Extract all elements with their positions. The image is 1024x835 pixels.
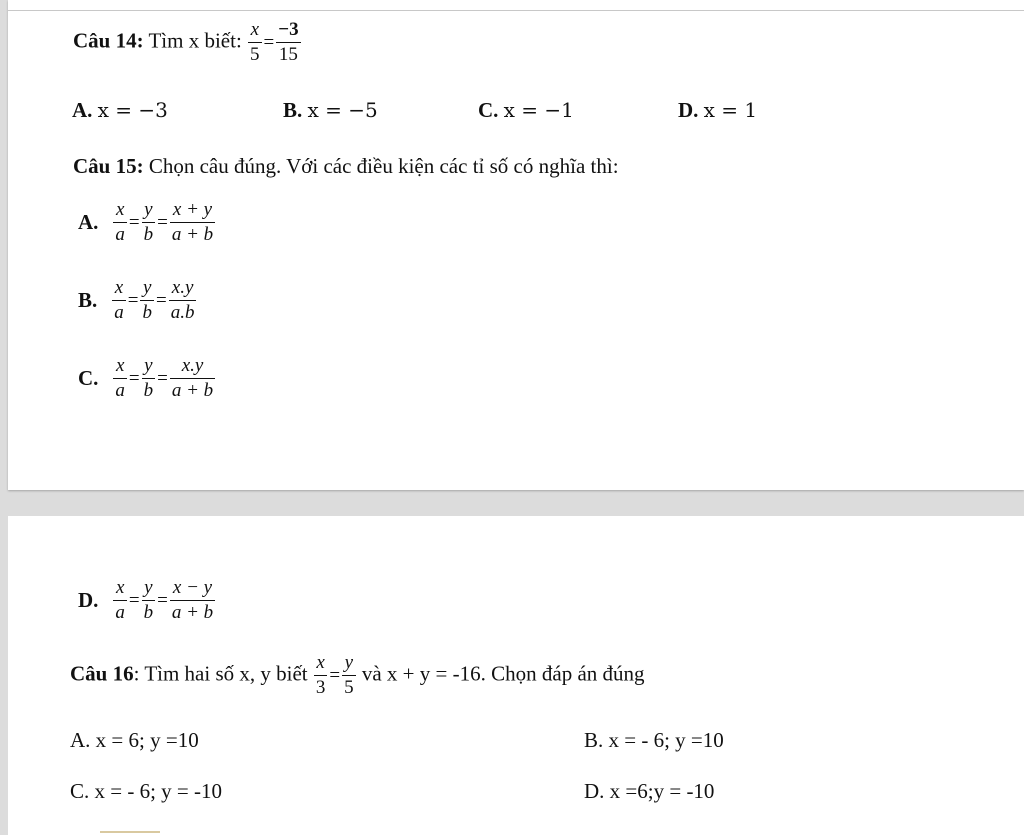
document-page-1 bbox=[8, 0, 1024, 490]
equals-sign: = bbox=[157, 367, 168, 389]
fraction-denominator: 5 bbox=[344, 677, 354, 698]
fraction-numerator: y bbox=[142, 354, 156, 379]
fraction-denominator: 3 bbox=[315, 677, 326, 698]
fraction-y-over-b bbox=[142, 198, 156, 247]
question-14-option-d bbox=[678, 98, 757, 123]
question-16-text-before: : Tìm hai số x, y biết bbox=[133, 661, 308, 686]
equals-sign: = bbox=[128, 589, 140, 611]
option-label: D. bbox=[78, 588, 99, 612]
option-label: A. bbox=[78, 210, 99, 234]
option-label: C. bbox=[70, 779, 90, 803]
question-14-option-c bbox=[478, 98, 574, 123]
fraction-numerator: −3 bbox=[276, 18, 300, 43]
question-16-option-a bbox=[70, 728, 199, 753]
option-label: B. bbox=[283, 98, 303, 122]
option-value: x = 6; y =10 bbox=[95, 728, 199, 752]
fraction-numerator: x.y bbox=[170, 354, 215, 379]
question-16-text-after: và x + y = -16. Chọn đáp án đúng bbox=[361, 661, 645, 686]
equals-sign: = bbox=[128, 211, 140, 233]
question-15 bbox=[73, 154, 619, 179]
fraction-numerator: y bbox=[142, 198, 156, 223]
option-label: C. bbox=[478, 98, 499, 122]
fraction-numerator: x bbox=[113, 354, 127, 379]
question-16-fraction-1 bbox=[314, 651, 328, 700]
equals-sign: = bbox=[128, 367, 140, 389]
fraction-denominator: a + b bbox=[171, 602, 214, 623]
fraction-numerator: y bbox=[342, 651, 356, 676]
question-14-option-b bbox=[283, 98, 378, 123]
question-14-text: Tìm x biết: bbox=[148, 28, 242, 53]
equals-sign: = bbox=[329, 664, 341, 686]
option-value: x = - 6; y = -10 bbox=[94, 779, 223, 803]
question-15-option-c bbox=[78, 354, 216, 403]
document-page-2 bbox=[8, 516, 1024, 835]
fraction-numerator: x bbox=[314, 651, 328, 676]
fraction-denominator: 5 bbox=[250, 44, 260, 65]
option-value: x = 1 bbox=[703, 98, 758, 122]
fraction-numerator: x bbox=[113, 198, 127, 223]
fraction-numerator: x + y bbox=[170, 198, 215, 223]
equals-sign: = bbox=[157, 589, 168, 611]
fraction-x-over-a bbox=[113, 198, 127, 247]
option-label: A. bbox=[72, 98, 93, 122]
question-16-option-b bbox=[584, 728, 724, 753]
fraction-result bbox=[170, 576, 215, 625]
fraction-denominator: a + b bbox=[171, 224, 214, 245]
fraction-numerator: x bbox=[248, 18, 262, 43]
fraction-y-over-b bbox=[142, 576, 156, 625]
question-15-option-b bbox=[78, 276, 197, 325]
equals-sign: = bbox=[155, 289, 167, 311]
equals-sign: = bbox=[263, 31, 275, 53]
fraction-numerator: x bbox=[112, 276, 126, 301]
question-14-option-a bbox=[72, 98, 168, 123]
page-top-rule bbox=[8, 10, 1024, 11]
option-label: C. bbox=[78, 366, 99, 390]
fraction-result bbox=[170, 354, 215, 403]
fraction-denominator: 15 bbox=[278, 44, 298, 65]
option-label: B. bbox=[584, 728, 604, 752]
fraction-denominator: b bbox=[142, 302, 152, 323]
question-14 bbox=[73, 18, 302, 67]
option-value: x = −1 bbox=[503, 98, 574, 122]
fraction-result bbox=[170, 198, 215, 247]
option-label: D. bbox=[678, 98, 699, 122]
fraction-y-over-b bbox=[142, 354, 156, 403]
question-15-text: Chọn câu đúng. Với các điều kiện các tỉ số có nghĩa thì: bbox=[148, 154, 619, 178]
fraction-y-over-b bbox=[140, 276, 154, 325]
fraction-denominator: a bbox=[115, 602, 125, 623]
question-16-option-d bbox=[584, 779, 714, 804]
question-15-label: Câu 15: bbox=[73, 154, 144, 178]
option-value: x = - 6; y =10 bbox=[608, 728, 724, 752]
option-label: B. bbox=[78, 288, 98, 312]
fraction-numerator: y bbox=[142, 576, 156, 601]
question-16-fraction-2 bbox=[342, 651, 356, 700]
fraction-denominator: b bbox=[143, 224, 154, 245]
fraction-denominator: a.b bbox=[170, 302, 195, 323]
question-16-label: Câu 16 bbox=[70, 661, 134, 686]
fraction-denominator: b bbox=[143, 380, 154, 401]
option-value: x = −5 bbox=[307, 98, 378, 122]
option-label: A. bbox=[70, 728, 91, 752]
question-14-fraction-1 bbox=[248, 18, 262, 67]
question-15-option-d bbox=[78, 576, 216, 625]
question-14-fraction-2 bbox=[276, 18, 300, 67]
question-15-option-a bbox=[78, 198, 216, 247]
fraction-denominator: b bbox=[143, 602, 154, 623]
fraction-denominator: a bbox=[115, 380, 125, 401]
option-value: x = −3 bbox=[97, 98, 168, 122]
bottom-decoration bbox=[100, 831, 160, 833]
fraction-numerator: x − y bbox=[170, 576, 215, 601]
fraction-numerator: x bbox=[113, 576, 127, 601]
equals-sign: = bbox=[157, 211, 168, 233]
fraction-result bbox=[169, 276, 197, 325]
fraction-numerator: x.y bbox=[169, 276, 197, 301]
fraction-x-over-a bbox=[113, 576, 127, 625]
question-14-label: Câu 14: bbox=[73, 28, 144, 53]
fraction-x-over-a bbox=[113, 354, 127, 403]
option-label: D. bbox=[584, 779, 605, 803]
option-value: x =6;y = -10 bbox=[609, 779, 715, 803]
fraction-denominator: a bbox=[114, 302, 124, 323]
fraction-denominator: a + b bbox=[171, 380, 214, 401]
fraction-denominator: a bbox=[115, 224, 125, 245]
equals-sign: = bbox=[127, 289, 139, 311]
fraction-numerator: y bbox=[140, 276, 154, 301]
question-16-option-c bbox=[70, 779, 222, 804]
fraction-x-over-a bbox=[112, 276, 126, 325]
question-16 bbox=[70, 651, 645, 700]
